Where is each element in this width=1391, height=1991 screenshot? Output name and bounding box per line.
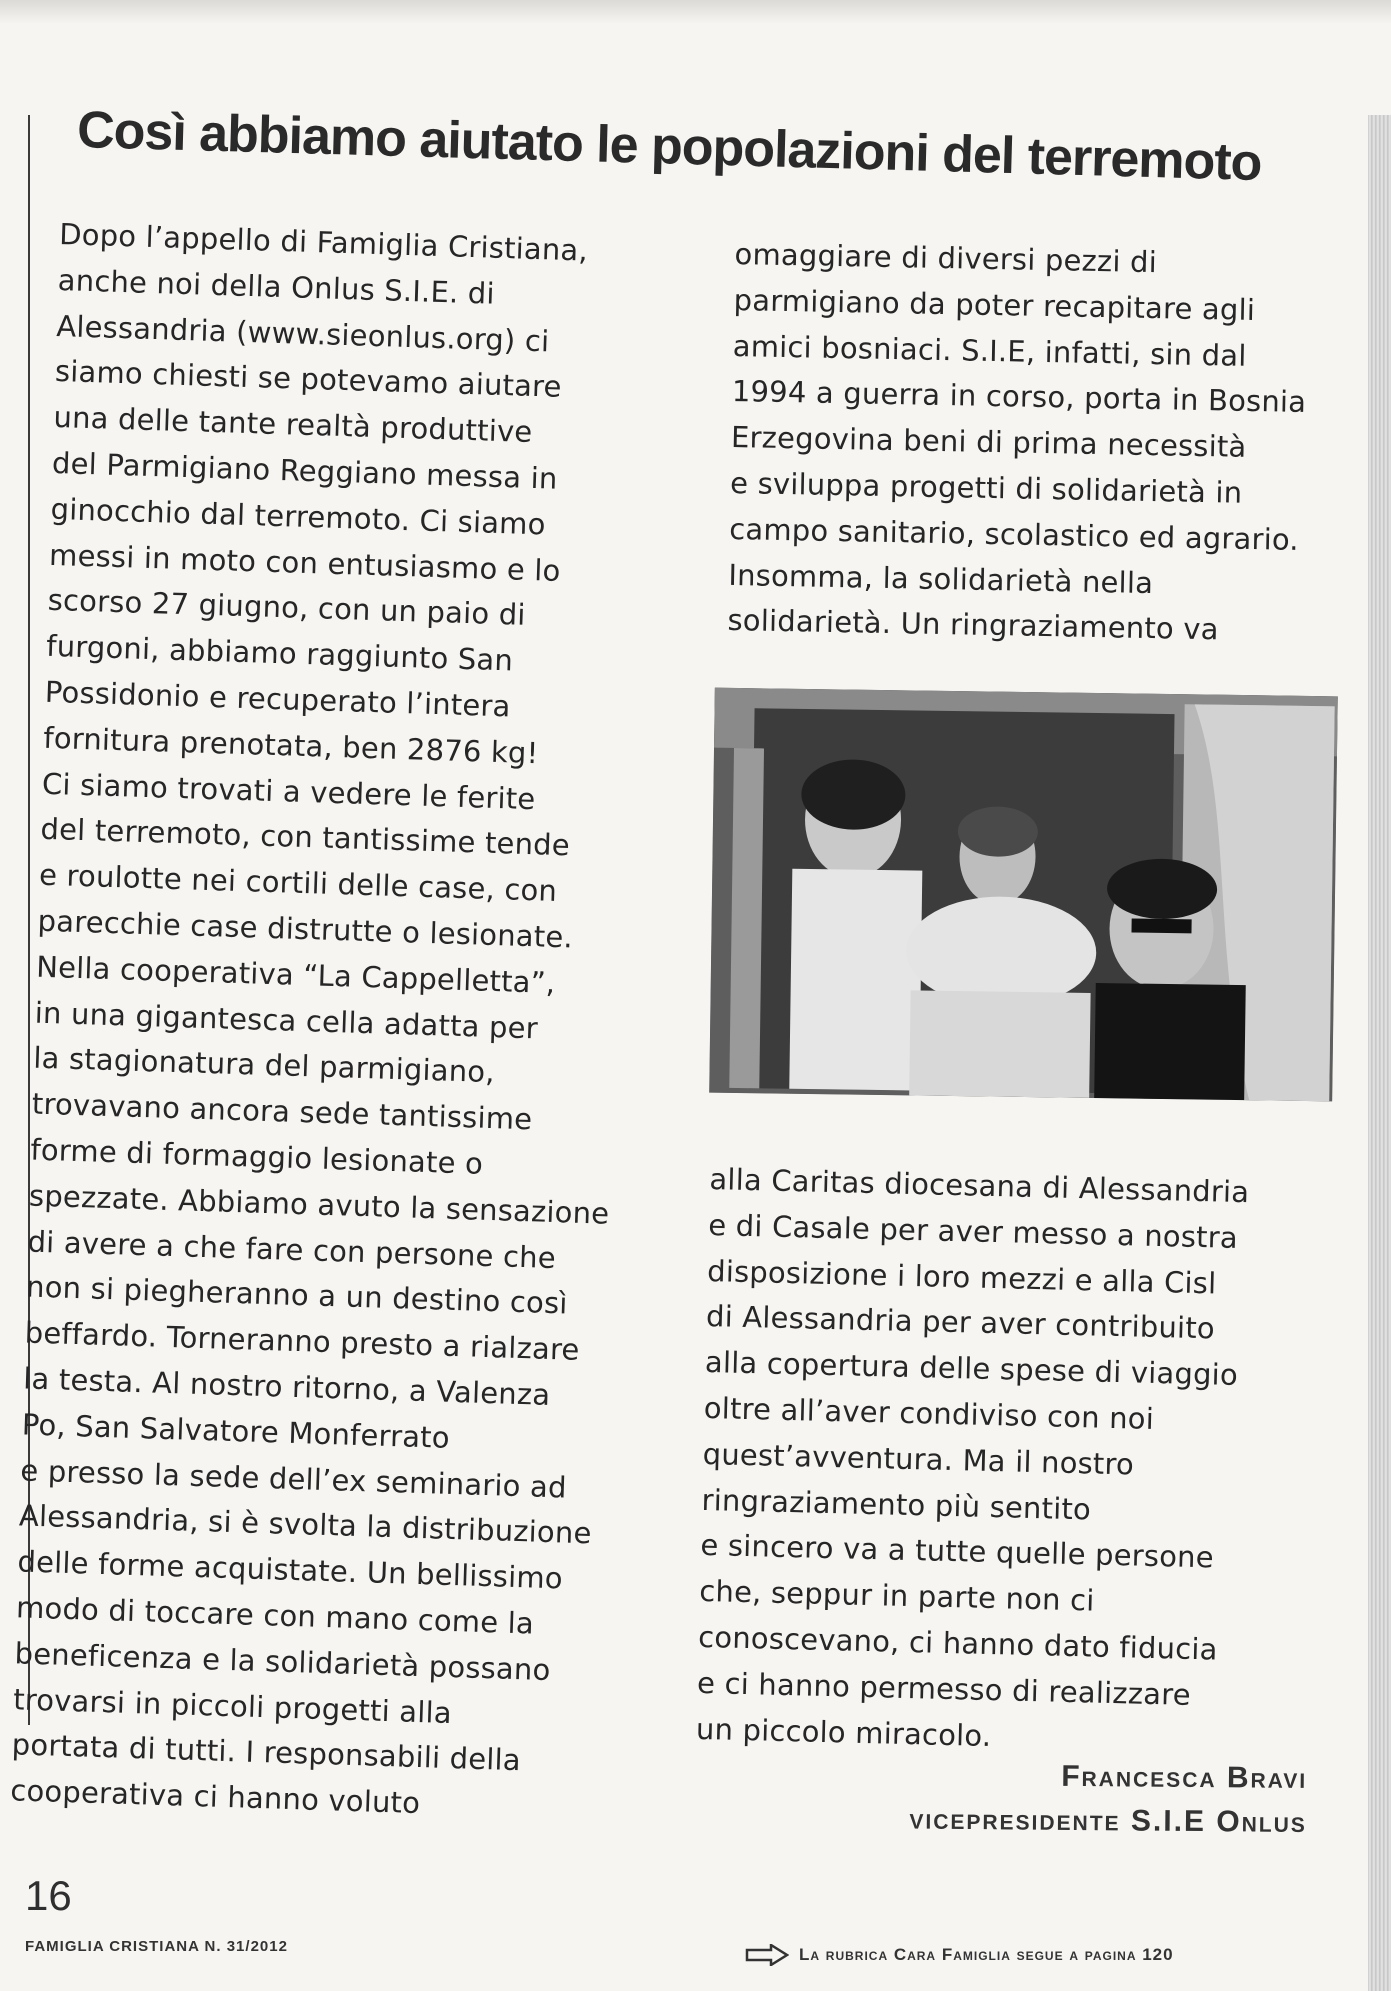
text-line: e roulotte nei cortili delle case, con bbox=[38, 857, 558, 909]
article-column-right-bottom bbox=[695, 1157, 1249, 1765]
author-role: vicepresidente S.I.E Onlus bbox=[908, 1802, 1307, 1839]
text-line: messi in moto con entusiasmo e lo bbox=[48, 537, 562, 588]
text-line: ginocchio dal terremoto. Ci siamo bbox=[50, 491, 547, 542]
text-line: Po, San Salvatore Monferrato bbox=[21, 1407, 451, 1455]
text-line: 1994 a guerra in corso, porta in Bosnia bbox=[731, 374, 1307, 420]
page-edge-band bbox=[1368, 115, 1391, 1991]
text-line: modo di toccare con mano come la bbox=[15, 1590, 535, 1641]
text-line: e ci hanno permesso di realizzare bbox=[696, 1665, 1192, 1712]
text-line: Nella cooperativa “La Cappelletta”, bbox=[35, 949, 556, 1000]
photo-people-with-cheese bbox=[709, 688, 1338, 1102]
text-line: del Parmigiano Reggiano messa in bbox=[51, 445, 558, 496]
text-line: di Alessandria per aver contribuito bbox=[705, 1299, 1216, 1346]
text-line: un piccolo miracolo. bbox=[695, 1711, 992, 1753]
text-line: omaggiare di diversi pezzi di bbox=[734, 236, 1158, 280]
text-line: oltre all’aver condiviso con noi bbox=[703, 1390, 1155, 1436]
text-line: amici bosniaci. S.I.E, infatti, sin dal bbox=[732, 328, 1247, 373]
text-line: la testa. Al nostro ritorno, a Valenza bbox=[22, 1361, 551, 1412]
text-line: e sincero va a tutte quelle persone bbox=[700, 1528, 1215, 1575]
text-line: del terremoto, con tantissime tende bbox=[40, 812, 571, 863]
page-number: 16 bbox=[25, 1872, 72, 1919]
text-line: fornitura prenotata, ben 2876 kg! bbox=[42, 720, 539, 771]
text-line: cooperativa ci hanno voluto bbox=[9, 1773, 421, 1821]
text-line: scorso 27 giugno, con un paio di bbox=[47, 583, 527, 633]
text-line: Dopo l’appello di Famiglia Cristiana, bbox=[58, 216, 589, 268]
text-line: beffardo. Torneranno presto a rialzare bbox=[24, 1315, 581, 1367]
article-title: Così abbiamo aiutato le popolazioni del terremoto bbox=[76, 100, 1263, 193]
text-line: non si piegheranno a un destino così bbox=[25, 1269, 569, 1321]
text-line: campo sanitario, scolastico ed agrario. bbox=[728, 511, 1300, 557]
article-column-left bbox=[10, 212, 641, 1832]
text-line: parecchie case distrutte o lesionate. bbox=[37, 903, 574, 955]
right-arrow-icon bbox=[745, 1944, 789, 1966]
text-line: che, seppur in parte non ci bbox=[698, 1574, 1095, 1618]
text-line: forme di formaggio lesionate o bbox=[30, 1132, 484, 1181]
article-photo bbox=[709, 688, 1338, 1102]
text-line: alla Caritas diocesana di Alessandria bbox=[709, 1161, 1250, 1210]
text-line: Insomma, la solidarietà nella bbox=[728, 557, 1154, 600]
text-line: e presso la sede dell’ex seminario ad bbox=[19, 1452, 568, 1505]
text-line: quest’avventura. Ma il nostro bbox=[702, 1436, 1135, 1482]
article-column-right-top bbox=[727, 232, 1309, 655]
text-line: Alessandria, si è svolta la distribuzione bbox=[18, 1498, 593, 1551]
text-line: e di Casale per aver messo a nostra bbox=[707, 1207, 1239, 1255]
text-line: siamo chiesti se potevamo aiutare bbox=[54, 354, 563, 405]
text-line: portata di tutti. I responsabili della bbox=[11, 1727, 522, 1778]
text-line: trovavano ancora sede tantissime bbox=[31, 1086, 533, 1137]
text-line: e sviluppa progetti di solidarietà in bbox=[729, 465, 1243, 510]
text-line: spezzate. Abbiamo avuto la sensazione bbox=[28, 1178, 610, 1231]
text-line: una delle tante realtà produttive bbox=[53, 400, 533, 450]
text-line: disposizione i loro mezzi e alla Cisl bbox=[706, 1253, 1217, 1300]
text-line: beneficenza e la solidarietà possano bbox=[14, 1636, 552, 1687]
scan-shadow bbox=[0, 0, 1391, 24]
text-line: di avere a che fare con persone che bbox=[27, 1224, 557, 1275]
text-line: anche noi della Onlus S.I.E. di bbox=[57, 262, 496, 311]
author-name: Francesca Bravi bbox=[1060, 1759, 1307, 1795]
text-line: Ci siamo trovati a vedere le ferite bbox=[41, 766, 536, 816]
continue-note bbox=[745, 1944, 1174, 1966]
text-line: trovarsi in piccoli progetti alla bbox=[12, 1681, 453, 1730]
text-line: in una gigantesca cella adatta per bbox=[34, 995, 539, 1045]
text-line: alla copertura delle spese di viaggio bbox=[704, 1345, 1239, 1393]
text-line: parmigiano da poter recapitare agli bbox=[733, 282, 1256, 327]
text-line: Erzegovina beni di prima necessità bbox=[730, 420, 1247, 465]
text-line: solidarietà. Un ringraziamento va bbox=[727, 603, 1219, 647]
text-line: Alessandria (www.sieonlus.org) ci bbox=[55, 308, 550, 359]
text-line: la stagionatura del parmigiano, bbox=[32, 1040, 496, 1090]
article-signature bbox=[909, 1754, 1307, 1845]
continue-note-text: La rubrica Cara Famiglia segue a pagina 120 bbox=[799, 1945, 1174, 1964]
magazine-issue: FAMIGLIA CRISTIANA N. 31/2012 bbox=[25, 1938, 288, 1955]
text-line: Possidonio e recuperato l’intera bbox=[44, 674, 512, 724]
text-line: conoscevano, ci hanno dato fiducia bbox=[697, 1619, 1218, 1667]
text-line: ringraziamento più sentito bbox=[701, 1482, 1092, 1526]
text-line: delle forme acquistate. Un bellissimo bbox=[17, 1544, 564, 1596]
text-line: furgoni, abbiamo raggiunto San bbox=[45, 628, 514, 678]
